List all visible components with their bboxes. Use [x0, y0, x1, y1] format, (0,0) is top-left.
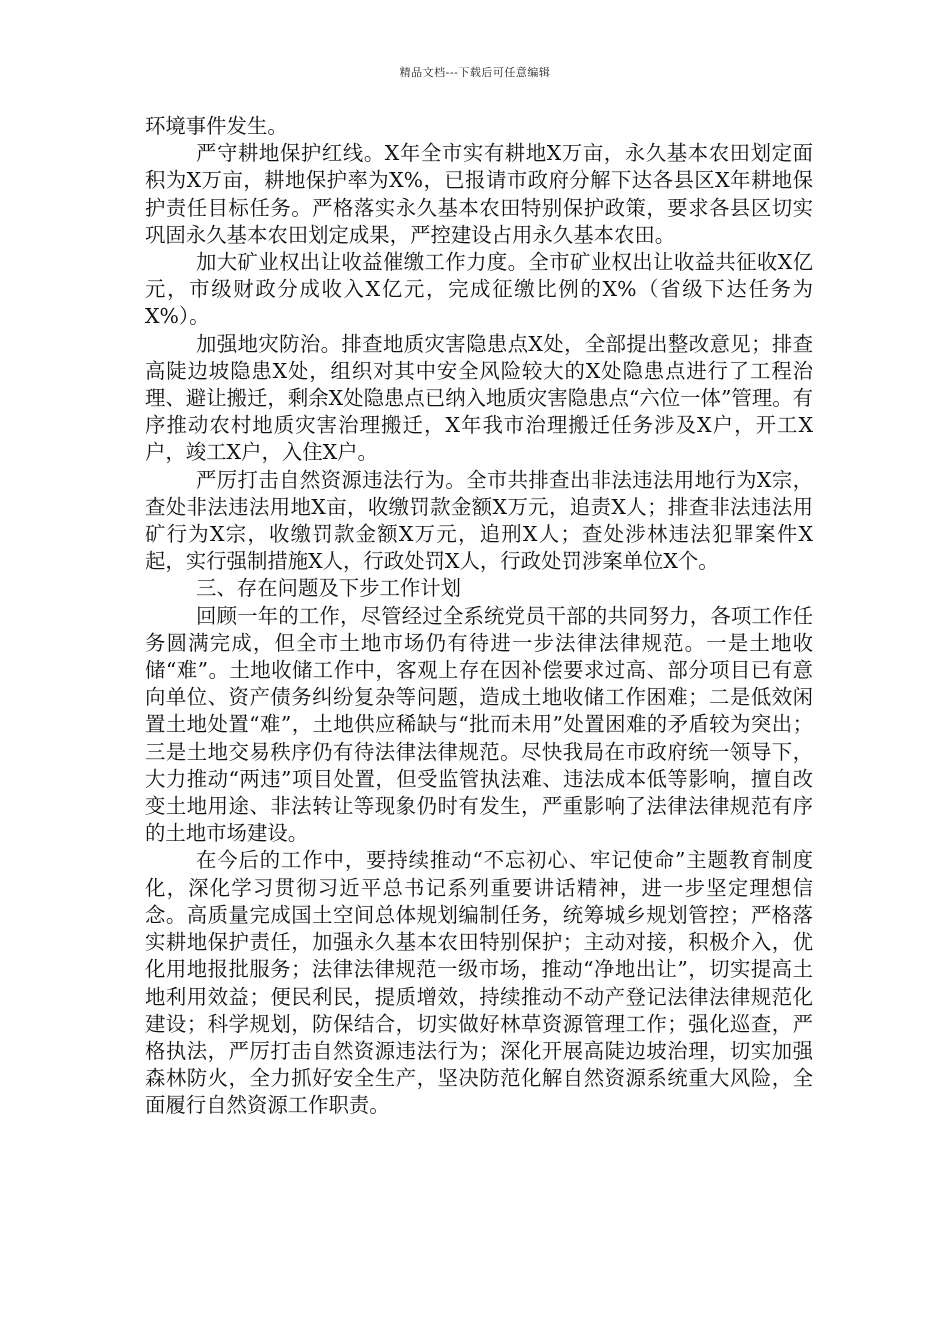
paragraph-mining-revenue: 加大矿业权出让收益催缴工作力度。全市矿业权出让收益共征收X亿元，市级财政分成收入X亿元，完成征缴比例的X%（省级下达任务为X%）。 [145, 250, 813, 329]
page-header: 精品文档---下载后可任意编辑 [399, 66, 551, 79]
document-body [145, 113, 813, 1120]
paragraph-geohazard-prevention: 加强地灾防治。排查地质灾害隐患点X处，全部提出整改意见；排查高陡边坡隐患X处，组织对其中安全风险较大的X处隐患点进行了工程治理、避让搬迁，剩余X处隐患点已纳入地质灾害隐患点“六位一体”管理。有序推动农村地质灾害治理搬迁，X年我市治理搬迁任务涉及X户，开工X户，竣工X户，入住X户。 [145, 331, 813, 465]
paragraph-continuation: 环境事件发生。 [145, 114, 288, 138]
paragraph-review: 回顾一年的工作，尽管经过全系统党员干部的共同努力，各项工作任务圆满完成，但全市土地市场仍有待进一步法律法律规范。一是土地收储“难”。土地收储工作中，客观上存在因补偿要求过高、部分项目已有意向单位、资产债务纠纷复杂等问题，造成土地收储工作困难；二是低效闲置土地处置“难”，土地供应稀缺与“批而未用”处置困难的矛盾较为突出；三是土地交易秩序仍有待法律法律规范。尽快我局在市政府统一领导下，大力推动“两违”项目处置，但受监管执法难、违法成本低等影响，擅自改变土地用途、非法转让等现象仍时有发生，严重影响了法律法律规范有序的土地市场建设。 [145, 603, 813, 846]
paragraph-future-work: 在今后的工作中，要持续推动“不忘初心、牢记使命”主题教育制度化，深化学习贯彻习近平总书记系列重要讲话精神，进一步坚定理想信念。高质量完成国土空间总体规划编制任务，统筹城乡规划管控；严格落实耕地保护责任，加强永久基本农田特别保护；主动对接，积极介入，优化用地报批服务；法律法律规范一级市场，推动“净地出让”，切实提高土地利用效益；便民利民，提质增效，持续推动不动产登记法律法律规范化建设；科学规划，防保结合，切实做好林草资源管理工作；强化巡查，严格执法，严厉打击自然资源违法行为；深化开展高陡边坡治理，切实加强森林防火，全力抓好安全生产，坚决防范化解自然资源系统重大风险，全面履行自然资源工作职责。 [145, 848, 813, 1118]
paragraph-farmland-protection: 严守耕地保护红线。X年全市实有耕地X万亩，永久基本农田划定面积为X万亩，耕地保护率为X%，已报请市政府分解下达各县区X年耕地保护责任目标任务。严格落实永久基本农田特别保护政策，要求各县区切实巩固永久基本农田划定成果，严控建设占用永久基本农田。 [145, 141, 813, 247]
section-heading-problems-plans: 三、存在问题及下步工作计划 [196, 576, 462, 601]
paragraph-law-enforcement: 严厉打击自然资源违法行为。全市共排查出非法违法用地行为X宗，查处非法违法用地X亩，收缴罚款金额X万元，追责X人；排查非法违法用矿行为X宗，收缴罚款金额X万元，追刑X人；查处涉林违法犯罪案件X起，实行强制措施X人，行政处罚X人，行政处罚涉案单位X个。 [145, 467, 813, 574]
